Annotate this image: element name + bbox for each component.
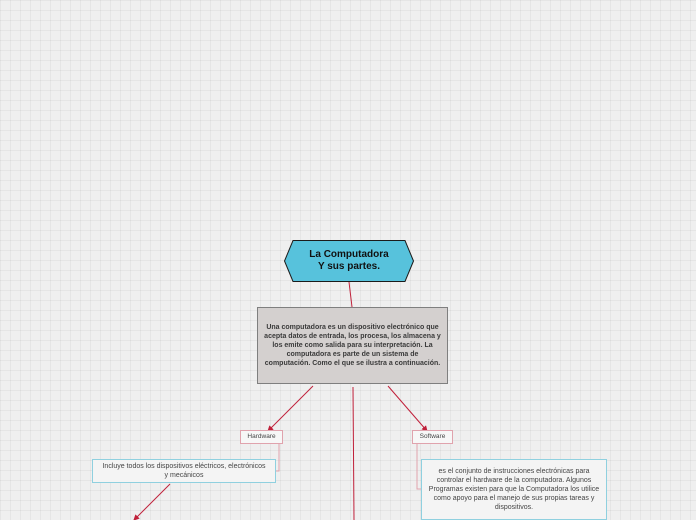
hardware-description-text: Incluye todos los dispositivos eléctricos, electrónicos y mecánicos (102, 463, 266, 479)
definition-text: Una computadora es un dispositivo electrónico que acepta datos de entrada, los procesa, los almacena y los emite como salida para su interpretación. La computadora es parte de un sistema de computación. Como el que se ilustra a continuación. (264, 324, 441, 367)
connector-definition-down (353, 387, 354, 520)
software-node[interactable] (412, 430, 453, 444)
hardware-description-node[interactable] (92, 459, 276, 483)
hardware-node[interactable] (240, 430, 283, 444)
connector-hardware-description (276, 444, 279, 471)
software-description-node[interactable] (421, 459, 607, 520)
root-topic-title: La Computadora Y sus partes. (309, 249, 389, 272)
root-topic-node[interactable] (284, 240, 414, 282)
connector-definition-software (388, 386, 427, 431)
connector-hardware-child (134, 484, 170, 520)
hardware-label: Hardware (247, 433, 276, 440)
connector-definition-hardware (268, 386, 313, 431)
software-description-text: es el conjunto de instrucciones electrónicas para controlar el hardware de la computadora. Algunos Programas existen para que la Computadora los utilice como apoyo para el manejo de sus propias tareas y dispositivos. (428, 468, 600, 511)
software-label: Software (419, 433, 446, 440)
connector-root-definition (349, 282, 352, 307)
definition-node[interactable] (257, 307, 448, 384)
